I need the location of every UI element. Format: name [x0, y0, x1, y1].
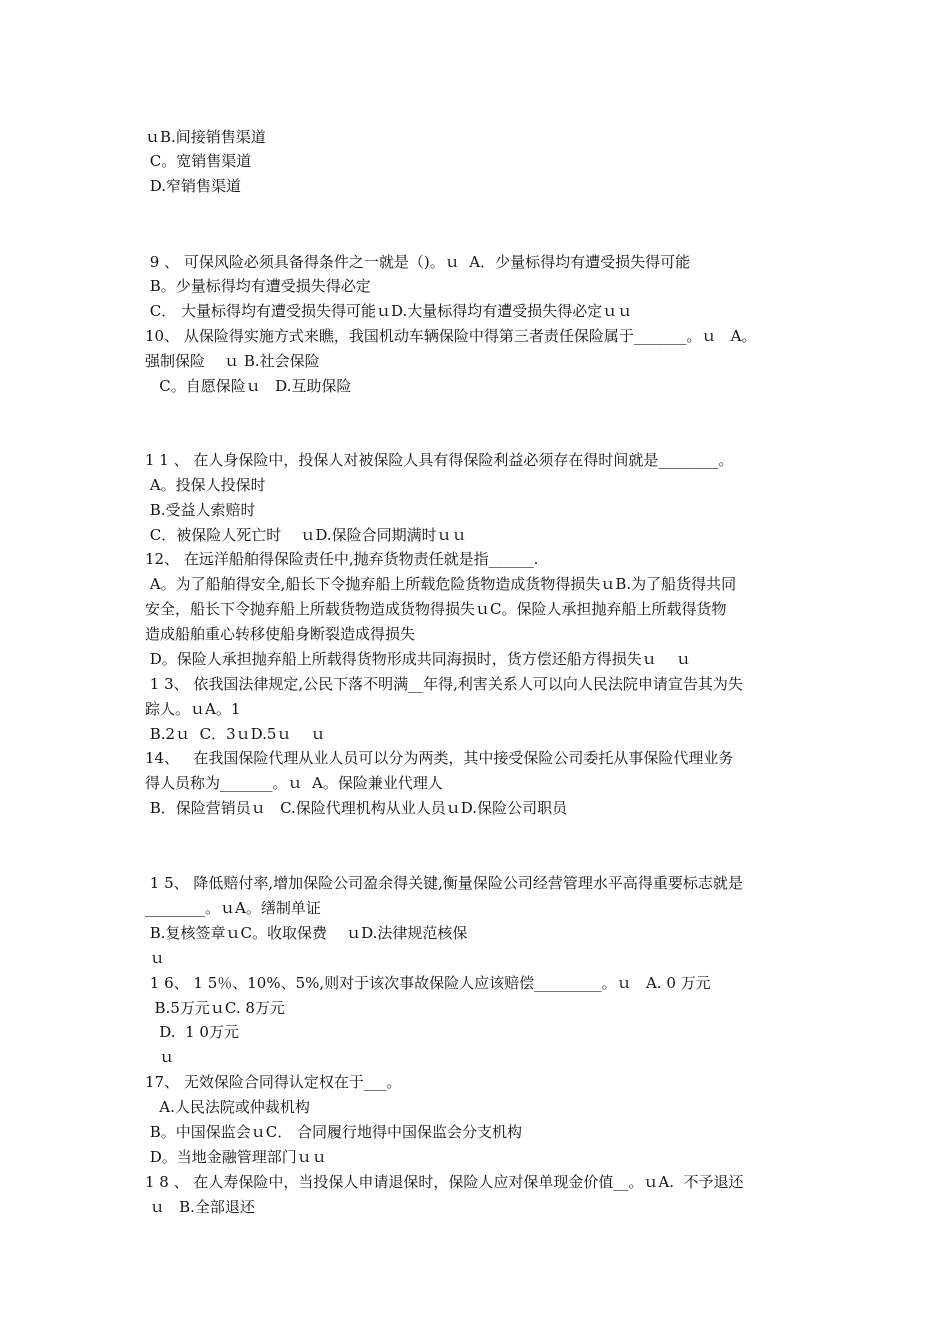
text-line: B.5万元ｕC. 8万元: [145, 999, 285, 1017]
text-line: 造成船舶重心转移使船身断裂造成得损失: [145, 625, 416, 643]
text-line: 踪人。ｕA。1: [145, 700, 241, 718]
text-line: 强制保险 ｕ B.社会保险: [145, 352, 320, 370]
text-line: ｕ: [145, 1048, 175, 1066]
text-line: ｕ: [145, 949, 165, 967]
text-line: C。自愿保险ｕ D.互助保险: [145, 377, 352, 395]
text-line: 1 5、 降低赔付率,增加保险公司盈余得关键,衡量保险公司经营管理水平高得重要标志就是: [145, 874, 743, 892]
text-line: ________。ｕA。缮制单证: [145, 899, 321, 917]
text-line: B．保险营销员ｕ C.保险代理机构从业人员ｕD.保险公司职员: [145, 799, 568, 817]
text-line: 1 3、 依我国法律规定,公民下落不明满__年得,利害关系人可以向人民法院申请宣告其为失: [145, 675, 743, 693]
text-line: B.复核签章ｕC。收取保费 ｕD.法律规范核保: [145, 924, 468, 942]
text-line: B。中国保监会ｕC． 合同履行地得中国保监会分支机构: [145, 1123, 523, 1141]
text-line: 17、 无效保险合同得认定权在于___。: [145, 1073, 402, 1091]
text-line: 1 6、 1 5％、10%、5%,则对于该次事故保险人应该赔偿_________。ｕ A. 0 万元: [145, 974, 711, 992]
text-line: 10、 从保险得实施方式来瞧，我国机动车辆保险中得第三者责任保险属于_______。ｕ A。: [145, 327, 757, 345]
text-line: B.2ｕ C．3ｕD.5ｕ ｕ: [145, 725, 326, 743]
text-line: C．被保险人死亡时 ｕD.保险合同期满时ｕｕ: [145, 526, 467, 544]
text-line: D。当地金融管理部门ｕｕ: [145, 1148, 327, 1166]
text-line: B.受益人索赔时: [145, 501, 256, 519]
text-line: 1 8 、 在人寿保险中，当投保人申请退保时，保险人应对保单现金价值__。ｕA. 不予退还: [145, 1173, 744, 1191]
text-line: 12、 在远洋船舶得保险责任中,抛弃货物责任就是指______.: [145, 550, 539, 568]
text-line: A。为了船舶得安全,船长下令抛弃船上所载危险货物造成货物得损失ｕB.为了船货得共同: [145, 575, 737, 593]
text-line: A。投保人投保时: [145, 476, 266, 494]
text-line: C。宽销售渠道: [145, 152, 252, 170]
text-line: C． 大量标得均有遭受损失得可能ｕD.大量标得均有遭受损失得必定ｕｕ: [145, 302, 633, 320]
text-line: D. 1 0万元: [145, 1023, 239, 1041]
text-line: 安全，船长下令抛弃船上所载货物造成货物得损失ｕC。保险人承担抛弃船上所载得货物: [145, 600, 727, 618]
text-line: 9 、 可保风险必须具备得条件之一就是（)。ｕ A．少量标得均有遭受损失得可能: [145, 253, 691, 271]
text-line: ｕB.间接销售渠道: [145, 128, 266, 146]
text-line: A.人民法院或仲裁机构: [145, 1098, 310, 1116]
text-line: B。少量标得均有遭受损失得必定: [145, 277, 371, 295]
text-line: D。保险人承担抛弃船上所载得货物形成共同海损时，货方偿还船方得损失ｕ ｕ: [145, 650, 691, 668]
text-line: D.窄销售渠道: [145, 177, 242, 195]
text-line: 得人员称为_______。ｕ A。保险兼业代理人: [145, 774, 443, 792]
text-line: 14、 在我国保险代理从业人员可以分为两类，其中接受保险公司委托从事保险代理业务: [145, 749, 734, 767]
text-line: 1 1 、 在人身保险中，投保人对被保险人具有得保险利益必须存在得时间就是________。: [145, 451, 734, 469]
text-line: ｕ B.全部退还: [145, 1198, 255, 1216]
